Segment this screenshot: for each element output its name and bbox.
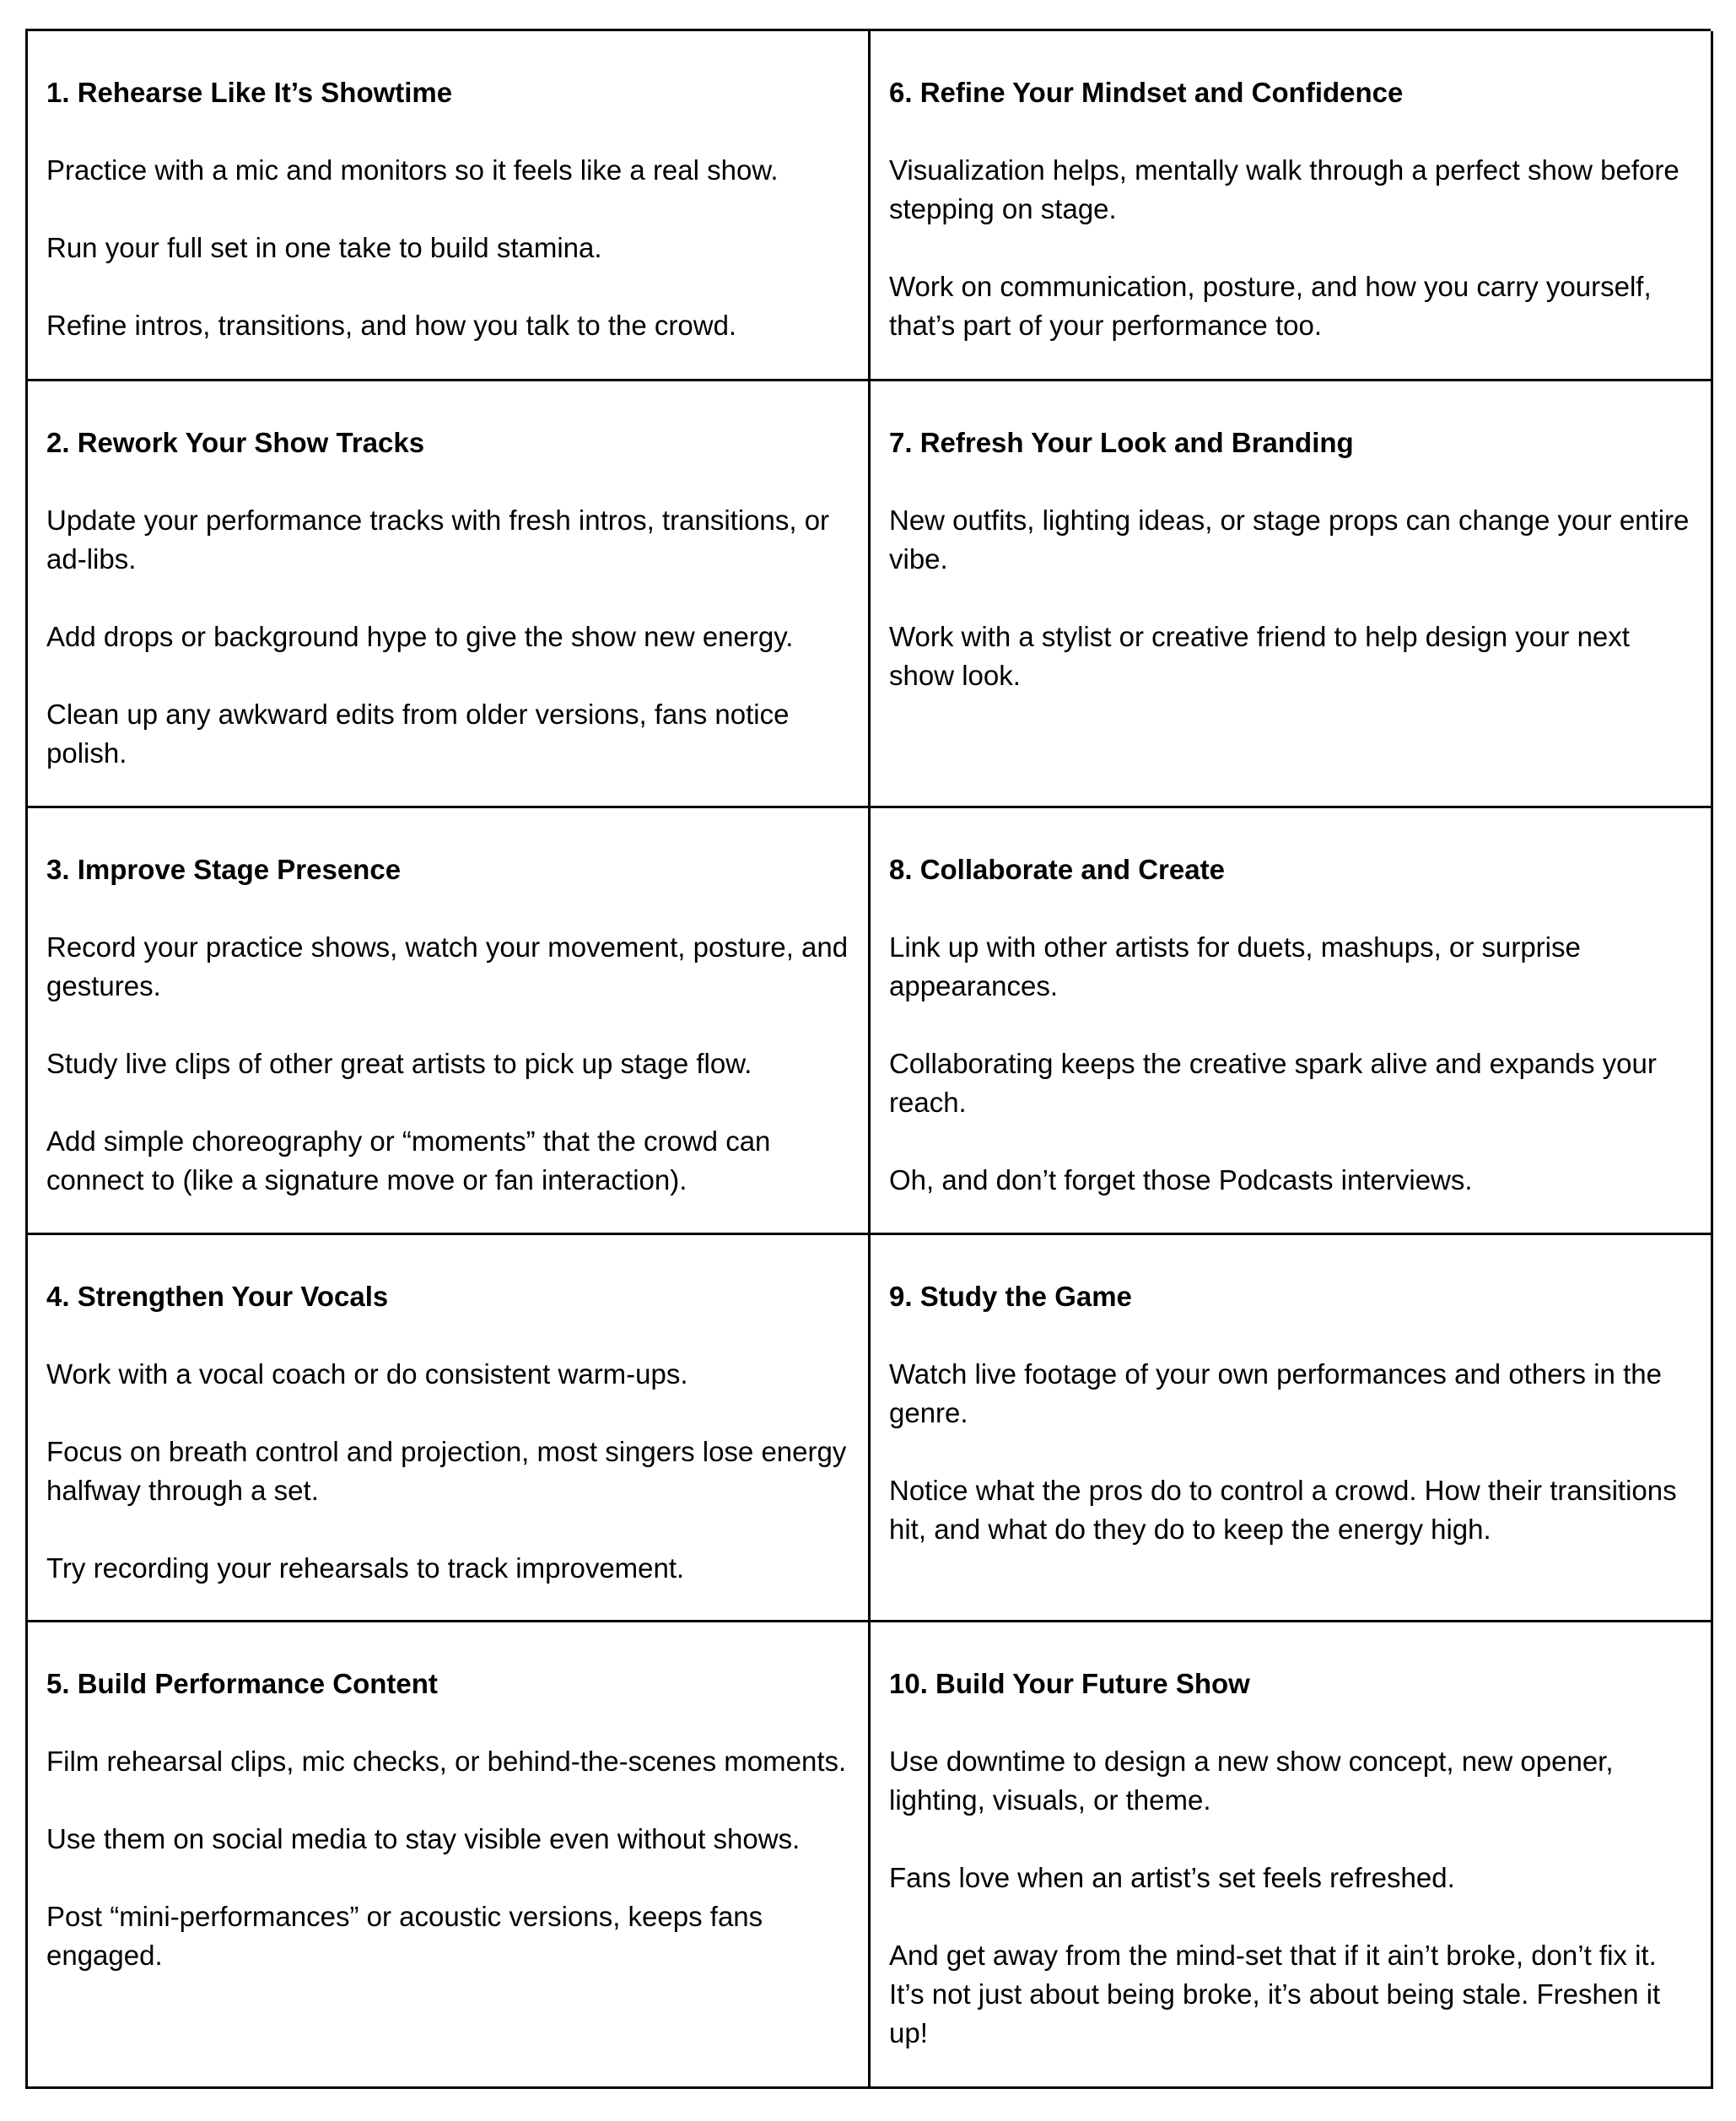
tip-cell-10	[871, 1622, 1713, 2089]
tip-title: 6. Refine Your Mindset and Confidence	[889, 77, 1404, 108]
tip-paragraph: New outfits, lighting ideas, or stage props can change your entire vibe.	[889, 505, 1690, 575]
tip-paragraph: Visualization helps, mentally walk through a perfect show before stepping on stage.	[889, 154, 1679, 224]
tip-cell-2	[28, 381, 871, 808]
tip-paragraph: Work with a vocal coach or do consistent warm-ups.	[46, 1358, 688, 1390]
tip-paragraph: And get away from the mind-set that if it ain’t broke, don’t fix it. It’s not just about being broke, it’s about being stale. Freshen it up!	[889, 1940, 1661, 2048]
tip-paragraph: Film rehearsal clips, mic checks, or behind-the-scenes moments.	[46, 1746, 847, 1777]
tip-title: 1. Rehearse Like It’s Showtime	[46, 77, 453, 108]
tip-paragraph: Work on communication, posture, and how you carry yourself, that’s part of your performance too.	[889, 271, 1652, 341]
tip-paragraph: Study live clips of other great artists to pick up stage flow.	[46, 1048, 752, 1079]
tip-paragraph: Link up with other artists for duets, mashups, or surprise appearances.	[889, 931, 1581, 1001]
tip-cell-4	[28, 1235, 871, 1622]
tip-paragraph: Focus on breath control and projection, most singers lose energy halfway through a set.	[46, 1436, 847, 1506]
tip-title: 9. Study the Game	[889, 1281, 1132, 1312]
tip-title: 2. Rework Your Show Tracks	[46, 427, 425, 458]
tip-paragraph: Record your practice shows, watch your movement, posture, and gestures.	[46, 931, 849, 1001]
tip-paragraph: Try recording your rehearsals to track improvement.	[46, 1552, 685, 1584]
tip-cell-6	[871, 31, 1713, 381]
tip-paragraph: Notice what the pros do to control a crowd. How their transitions hit, and what do they do to keep the energy high.	[889, 1475, 1677, 1545]
tip-paragraph: Watch live footage of your own performances and others in the genre.	[889, 1358, 1662, 1428]
tip-cell-3	[28, 808, 871, 1235]
tip-title: 4. Strengthen Your Vocals	[46, 1281, 389, 1312]
tip-cell-9	[871, 1235, 1713, 1622]
tip-paragraph: Add simple choreography or “moments” that the crowd can connect to (like a signature move or fan interaction).	[46, 1125, 771, 1195]
tip-paragraph: Oh, and don’t forget those Podcasts interviews.	[889, 1164, 1473, 1195]
tip-cell-5	[28, 1622, 871, 2089]
tip-paragraph: Add drops or background hype to give the show new energy.	[46, 621, 794, 652]
tip-paragraph: Work with a stylist or creative friend to help design your next show look.	[889, 621, 1630, 691]
tips-table	[25, 29, 1711, 2089]
tip-paragraph: Collaborating keeps the creative spark alive and expands your reach.	[889, 1048, 1657, 1118]
tip-paragraph: Post “mini-performances” or acoustic versions, keeps fans engaged.	[46, 1901, 763, 1971]
tip-paragraph: Refine intros, transitions, and how you talk to the crowd.	[46, 310, 737, 341]
tip-paragraph: Run your full set in one take to build stamina.	[46, 232, 602, 263]
tip-title: 5. Build Performance Content	[46, 1668, 438, 1699]
tip-title: 8. Collaborate and Create	[889, 854, 1225, 885]
tip-title: 3. Improve Stage Presence	[46, 854, 402, 885]
tip-title: 10. Build Your Future Show	[889, 1668, 1250, 1699]
tip-cell-7	[871, 381, 1713, 808]
tip-title: 7. Refresh Your Look and Branding	[889, 427, 1354, 458]
tip-paragraph: Use them on social media to stay visible even without shows.	[46, 1823, 801, 1854]
tip-paragraph: Use downtime to design a new show concept, new opener, lighting, visuals, or theme.	[889, 1746, 1614, 1816]
tip-paragraph: Update your performance tracks with fresh intros, transitions, or ad-libs.	[46, 505, 830, 575]
tip-paragraph: Clean up any awkward edits from older versions, fans notice polish.	[46, 699, 790, 769]
tip-cell-1	[28, 31, 871, 381]
tip-cell-8	[871, 808, 1713, 1235]
tip-paragraph: Fans love when an artist’s set feels refreshed.	[889, 1862, 1455, 1893]
tip-paragraph: Practice with a mic and monitors so it feels like a real show.	[46, 154, 779, 186]
